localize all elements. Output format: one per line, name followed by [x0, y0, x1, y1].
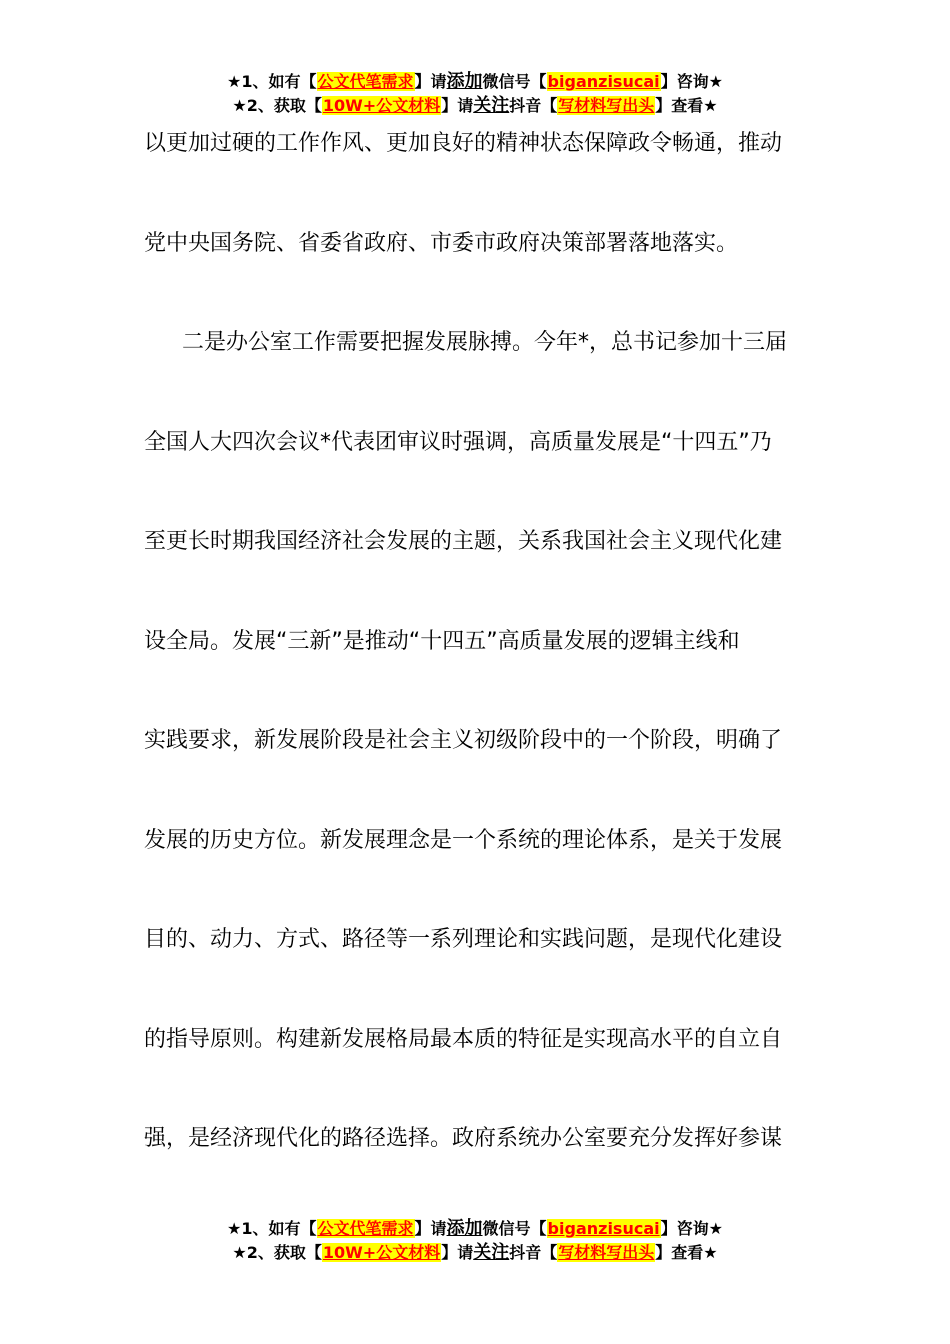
highlight-wechat-id: biganzisucai — [547, 72, 660, 91]
banner-text: ★1、如有【 — [227, 1219, 317, 1238]
banner-text: 】查看★ — [655, 1243, 718, 1262]
banner-text: 】查看★ — [655, 96, 718, 115]
banner-line-1 — [0, 1217, 950, 1241]
highlight-service: 公文代笔需求 — [317, 72, 414, 91]
banner-text: 】请 — [441, 96, 474, 115]
banner-text: 】请 — [441, 1243, 474, 1262]
highlight-douyin: 写材料写出头 — [558, 1243, 655, 1262]
underlined-follow: 关注 — [473, 95, 510, 116]
body-line: 发展的历史方位。新发展理念是一个系统的理论体系，是关于发展 — [144, 827, 783, 853]
footer-banner — [0, 1217, 950, 1265]
banner-text: ★2、获取【 — [232, 96, 322, 115]
banner-line-2 — [0, 94, 950, 118]
document-body — [144, 120, 814, 1215]
banner-text: 】咨询★ — [660, 72, 723, 91]
banner-text: 】咨询★ — [660, 1219, 723, 1238]
banner-text: ★1、如有【 — [227, 72, 317, 91]
highlight-materials: 10W+公文材料 — [322, 96, 441, 115]
underlined-add: 添加 — [446, 71, 483, 92]
banner-text: 抖音【 — [509, 96, 558, 115]
banner-text: ★2、获取【 — [232, 1243, 322, 1262]
underlined-add: 添加 — [446, 1218, 483, 1239]
highlight-wechat-id: biganzisucai — [547, 1219, 660, 1238]
body-line: 以更加过硬的工作作风、更加良好的精神状态保障政令畅通，推动 — [144, 131, 783, 156]
banner-text: 抖音【 — [509, 1243, 558, 1262]
body-line: 的指导原则。构建新发展格局最本质的特征是实现高水平的自立自 — [144, 1026, 783, 1052]
body-line: 强，是经济现代化的路径选择。政府系统办公室要充分发挥好参谋 — [144, 1126, 783, 1151]
highlight-materials: 10W+公文材料 — [322, 1243, 441, 1262]
body-line: 目的、动力、方式、路径等一系列理论和实践问题，是现代化建设 — [144, 927, 783, 952]
body-line: 二是办公室工作需要把握发展脉搏。今年*，总书记参加十三届 — [182, 330, 788, 355]
body-line: 实践要求，新发展阶段是社会主义初级阶段中的一个阶段，明确了 — [144, 728, 783, 753]
underlined-follow: 关注 — [473, 1242, 510, 1263]
body-line: 党中央国务院、省委省政府、市委市政府决策部署落地落实。 — [144, 230, 739, 256]
banner-text: 微信号【 — [482, 1219, 547, 1238]
banner-line-2 — [0, 1241, 950, 1265]
highlight-service: 公文代笔需求 — [317, 1219, 414, 1238]
banner-text: 微信号【 — [482, 72, 547, 91]
header-banner — [0, 70, 950, 118]
banner-text: 】请 — [414, 72, 447, 91]
highlight-douyin: 写材料写出头 — [558, 96, 655, 115]
body-line: 全国人大四次会议*代表团审议时强调，高质量发展是“十四五”乃 — [144, 429, 772, 455]
banner-line-1 — [0, 70, 950, 94]
body-line: 设全局。发展“三新”是推动“十四五”高质量发展的逻辑主线和 — [144, 628, 740, 654]
banner-text: 】请 — [414, 1219, 447, 1238]
body-line: 至更长时期我国经济社会发展的主题，关系我国社会主义现代化建 — [144, 529, 783, 554]
